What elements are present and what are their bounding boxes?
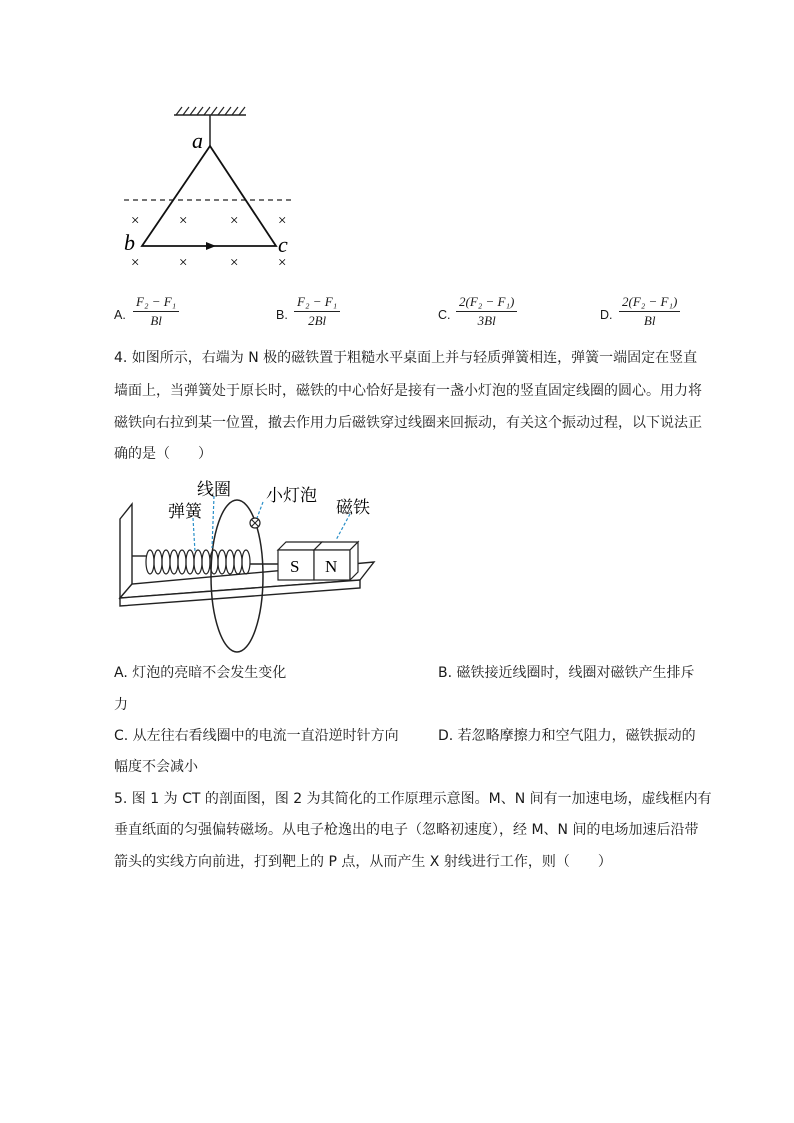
- svg-text:×: ×: [131, 213, 140, 229]
- q3-option-a: $\frac{\text{F₂ − F₁}}{Bl}$: [133, 294, 179, 329]
- q4-option-b: B. 磁铁接近线圈时，线圈对磁铁产生排斥: [438, 665, 695, 681]
- svg-text:×: ×: [278, 255, 287, 271]
- q3-option-a-letter: A.: [114, 308, 126, 322]
- current-arrow: [206, 242, 216, 250]
- svg-text:×: ×: [179, 255, 188, 271]
- svg-text:×: ×: [179, 213, 188, 229]
- q4-line-2: 墙面上，当弹簧处于原长时，磁铁的中心恰好是接有一盏小灯泡的竖直固定线圈的圆心。用力将: [114, 383, 702, 399]
- q4-option-d-cont: 幅度不会减小: [114, 759, 198, 775]
- label-a: a: [192, 128, 203, 153]
- wall: [120, 504, 132, 598]
- label-c: c: [278, 232, 288, 257]
- coil-label: 线圈: [197, 480, 231, 499]
- q5-line-1: 5. 图 1 为 CT 的剖面图，图 2 为其简化的工作原理示意图。M、N 间有一加速电场，虚线框内有: [114, 791, 712, 807]
- magnet-label: 磁铁: [336, 498, 370, 517]
- bulb-label: 小灯泡: [266, 486, 317, 505]
- q4-line-1: 4. 如图所示，右端为 N 极的磁铁置于粗糙水平桌面上并与轻质弹簧相连，弹簧一端固定在竖直: [114, 350, 698, 366]
- svg-text:×: ×: [278, 213, 287, 229]
- q3-option-d-letter: D.: [600, 308, 613, 322]
- triangle-loop: [142, 146, 276, 246]
- q4-option-a: A. 灯泡的亮暗不会发生变化: [114, 665, 287, 681]
- svg-text:×: ×: [230, 213, 239, 229]
- ceiling-hatch: [176, 107, 245, 115]
- q4-line-4: 确的是（ ）: [114, 446, 212, 462]
- q3-option-c-letter: C.: [438, 308, 451, 322]
- q5-line-3: 箭头的实线方向前进，打到靶上的 P 点，从而产生 X 射线进行工作，则（ ）: [114, 854, 612, 870]
- q5-line-2: 垂直纸面的匀强偏转磁场。从电子枪逸出的电子（忽略初速度），经 M、N 间的电场加速后沿带: [114, 822, 699, 838]
- svg-text:×: ×: [230, 255, 239, 271]
- magnet-s-label: S: [290, 557, 300, 576]
- spring: [146, 550, 250, 574]
- q3-option-c: $\frac{\text{2(F₂ − F₁)}}{3Bl}$: [456, 294, 517, 329]
- q3-option-d: $\frac{\text{2(F₂ − F₁)}}{Bl}$: [619, 294, 680, 329]
- magnet-spring-coil-figure: [110, 474, 385, 656]
- triangle-loop-figure: [110, 100, 310, 272]
- q4-option-c: C. 从左往右看线圈中的电流一直沿逆时针方向: [114, 728, 399, 744]
- magnet-n-label: N: [325, 557, 338, 576]
- field-marks: [131, 213, 286, 271]
- label-b: b: [124, 230, 135, 255]
- spring-label: 弹簧: [168, 502, 202, 521]
- q4-option-d: D. 若忽略摩擦力和空气阻力，磁铁振动的: [438, 728, 696, 744]
- q3-option-b-letter: B.: [276, 308, 288, 322]
- svg-text:×: ×: [131, 255, 140, 271]
- q4-line-3: 磁铁向右拉到某一位置，撤去作用力后磁铁穿过线圈来回振动，有关这个振动过程，以下说法正: [114, 415, 702, 431]
- q3-option-b: $\frac{\text{F₂ − F₁}}{2Bl}$: [294, 294, 340, 329]
- q4-option-b-cont: 力: [114, 697, 128, 713]
